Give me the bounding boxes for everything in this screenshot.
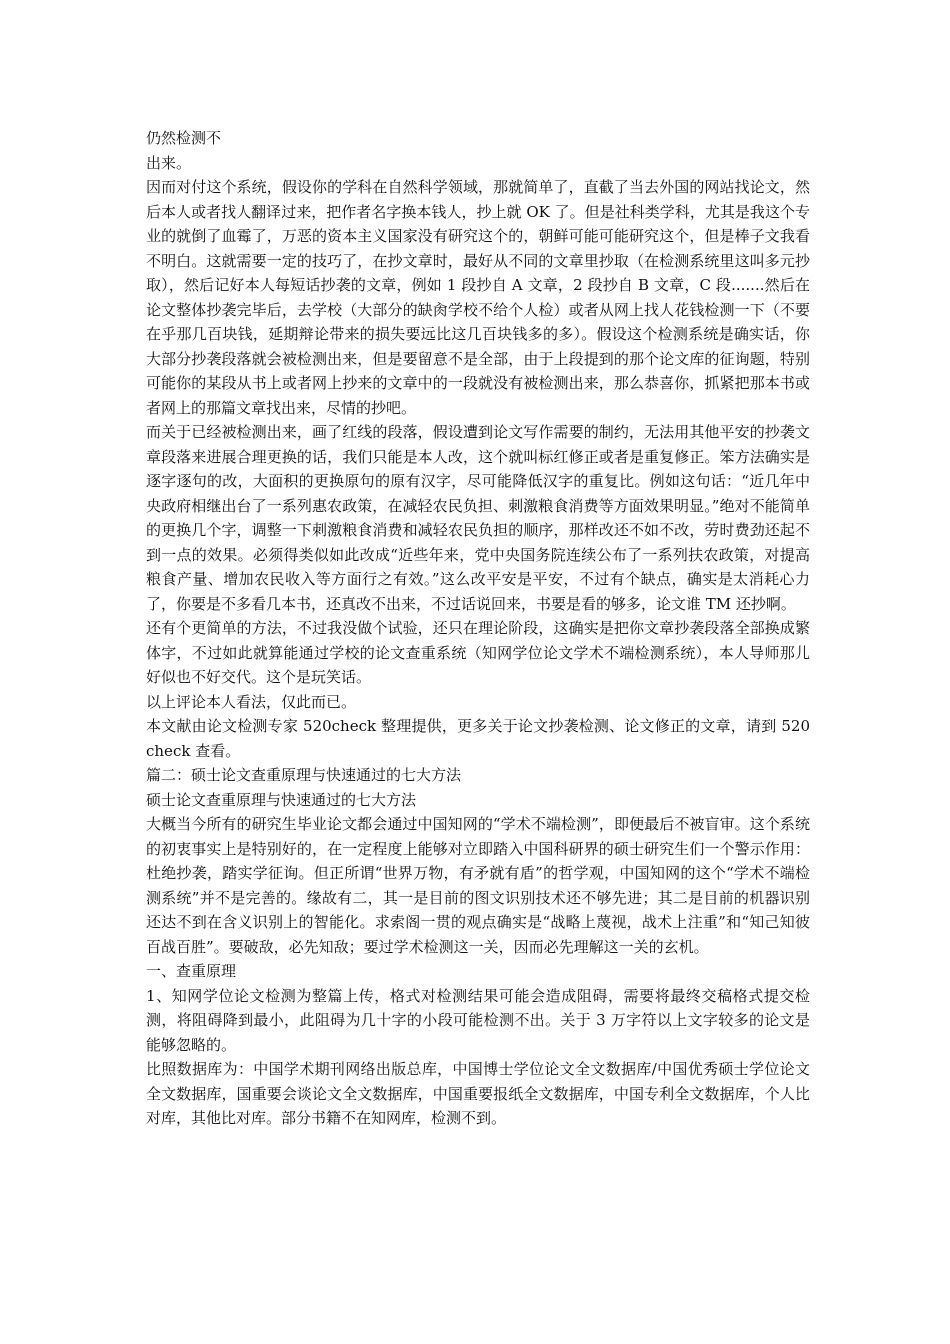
section-heading: 篇二：硕士论文查重原理与快速通过的七大方法 bbox=[146, 766, 462, 784]
paragraph: 大概当今所有的研究生毕业论文都会通过中国知网的“学术不端检测”，即便最后不被盲审。这个系统的初衷事实上是特别好的，在一定程度上能够对立即踏入中国科研界的硕士研究生们一个警示作用：杜绝抄袭，踏实学征询。但正所谓“世界万物，有矛就有盾”的哲学观，中国知网的这个“学术不端检测系统”并不是完善的。缘故有二，其一是目前的图文识别技术还不够先进；其二是目前的机器识别还达不到在含义识别上的智能化。求索阁一贯的观点确实是“战略上蔑视，战术上注重”和“知己知彼百战百胜”。要破敌，必先知敌；要过学术检测这一关，因而必先理解这一关的玄机。 bbox=[146, 815, 810, 956]
text-line: 仍然检测不 bbox=[146, 129, 222, 147]
section-title: 硕士论文查重原理与快速通过的七大方法 bbox=[146, 790, 417, 809]
document-body bbox=[146, 126, 810, 1131]
paragraph: 1、知网学位论文检测为整篇上传，格式对检测结果可能会造成阻碍，需要将最终交稿格式提交检测，将阻碍降到最小，此阻碍为几十字的小段可能检测不出。关于 3 万字符以上文字较多的论文是能够忽略的。 bbox=[146, 986, 810, 1054]
subsection-heading: 一、查重原理 bbox=[146, 962, 237, 980]
paragraph: 而关于已经被检测出来，画了红线的段落，假设遭到论文写作需要的制约，无法用其他平安的抄袭文章段落来进展合理更换的话，我们只能是本人改，这个就叫标红修正或者是重复修正。笨方法确实是逐字逐句的改，大面积的更换原句的原有汉字，尽可能降低汉字的重复比。例如这句话：“近几年中央政府相继出台了一系列惠农政策，在减轻农民负担、刺激粮食消费等方面效果明显。”绝对不能简单的更换几个字，调整一下刺激粮食消费和减轻农民负担的顺序，那样改还不如不改，劳时费劲还起不到一点的效果。必须得类似如此改成“近些年来，党中央国务院连续公布了一系列扶农政策，对提高粮食产量、增加农民收入等方面行之有效。”这么改平安是平安，不过有个缺点，确实是太消耗心力了，你要是不多看几本书，还真改不出来，不过话说回来，书要是看的够多，论文谁 TM 还抄啊。 bbox=[146, 423, 810, 613]
paragraph: 以上评论本人看法，仅此而已。 bbox=[146, 692, 357, 711]
paragraph: 本文献由论文检测专家 520check 整理提供，更多关于论文抄袭检测、论文修正的文章，请到 520check 查看。 bbox=[146, 717, 810, 760]
paragraph: 比照数据库为：中国学术期刊网络出版总库，中国博士学位论文全文数据库/中国优秀硕士学位论文全文数据库，国重要会谈论文全文数据库，中国重要报纸全文数据库，中国专利全文数据库，个人比对库，其他比对库。部分书籍不在知网库，检测不到。 bbox=[146, 1060, 810, 1127]
text-line: 出来。 bbox=[146, 153, 192, 172]
paragraph: 还有个更简单的方法，不过我没做个试验，还只在理论阶段，这确实是把你文章抄袭段落全部换成繁体字，不过如此就算能通过学校的论文查重系统（知网学位论文学术不端检测系统），本人导师那儿好似也不好交代。这个是玩笑话。 bbox=[146, 619, 810, 686]
paragraph: 因而对付这个系统，假设你的学科在自然科学领域，那就简单了，直截了当去外国的网站找论文，然后本人或者找人翻译过来，把作者名字换本钱人，抄上就 OK 了。但是社科类学科，尤其是我这个专业的就倒了血霉了，万恶的资本主义国家没有研究这个的，朝鲜可能可能研究这个，但是棒子文我看不明白。这就需要一定的技巧了，在抄文章时，最好从不同的文章里抄取（在检测系统里这叫多元抄取），然后记好本人每短话抄袭的文章，例如 1 段抄自 A 文章，2 段抄自 B 文章，C 段.......然后在论文整体抄袭完毕后，去学校（大部分的缺肏学校不给个人检）或者从网上找人花钱检测一下（不要在乎那几百块钱，延期辩论带来的损失要远比这几百块钱多的多）。假设这个检测系统是确实话，你大部分抄袭段落就会被检测出来，但是要留意不是全部，由于上段提到的那个论文库的征询题，特别可能你的某段从书上或者网上抄来的文章中的一段就没有被检测出来，那么恭喜你，抓紧把那本书或者网上的那篇文章找出来，尽情的抄吧。 bbox=[146, 178, 810, 417]
